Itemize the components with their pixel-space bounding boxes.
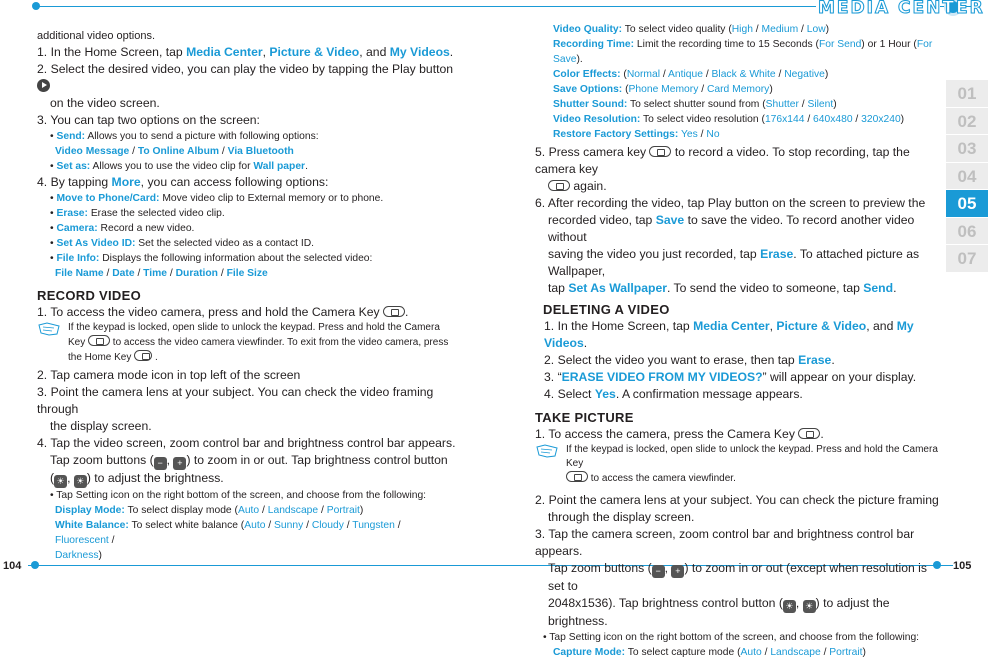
brightness-up-icon: ☀ (803, 600, 816, 613)
fileinfo-option: • File Info: Displays the following information about the selected video: (50, 253, 373, 264)
camera-key-icon (548, 180, 570, 191)
chapter-tabs (946, 80, 988, 273)
step-6-cont2: saving the video you just recorded, tap Erase. To attached picture as Wallpaper, (548, 247, 920, 278)
camera-key-icon (566, 471, 588, 482)
camera-key-icon (88, 335, 110, 346)
setas-option: • Set as: Allows you to use the video clip for Wall paper. (50, 161, 308, 172)
tab-06[interactable]: 06 (946, 218, 988, 245)
take-step-1: 1. To access the camera, press the Camera Key . (535, 427, 824, 441)
tap-setting-note-right: • Tap Setting icon on the right bottom of the screen, and choose from the following: (543, 632, 920, 643)
camera-key-icon (383, 306, 405, 317)
brightness-down-icon: ☀ (54, 475, 67, 488)
step-2: 2. Select the desired video, you can play the video by tapping the Play button (37, 61, 457, 95)
restore-factory-option: Restore Factory Settings: Yes / No (553, 129, 720, 140)
record-video-heading: RECORD VIDEO (37, 288, 142, 303)
tab-05[interactable]: 05 (946, 190, 988, 217)
white-balance-option: White Balance: To select white balance (Auto / Sunny / Cloudy / Tungsten / Fluorescent / (55, 520, 401, 546)
send-option: • Send: Allows you to send a picture with following options: (50, 131, 319, 142)
record-step-4-cont: Tap zoom buttons ( − , + ) to zoom in or out. Tap brightness control button (50, 453, 448, 468)
camera-option: • Camera: Record a new video. (50, 223, 195, 234)
brightness-down-icon: ☀ (783, 600, 796, 613)
note-icon (535, 444, 559, 458)
record-step-2: 2. Tap camera mode icon in top left of the screen (37, 368, 301, 382)
white-balance-option-cont: Darkness) (55, 550, 102, 561)
camera-key-icon (798, 428, 820, 439)
header-rule (36, 6, 816, 7)
color-effects-option: Color Effects: (Normal / Antique / Black & White / Negative) (553, 69, 829, 80)
capture-mode-option: Capture Mode: To select capture mode (Auto / Landscape / Portrait) (553, 647, 866, 658)
take-step-2: 2. Point the camera lens at your subject. You can check the picture framing (535, 493, 939, 507)
delete-step-2: 2. Select the video you want to erase, then tap Erase. (544, 353, 835, 367)
video-quality-option: Video Quality: To select video quality (High / Medium / Low) (553, 24, 830, 35)
shutter-sound-option: Shutter Sound: To select shutter sound from (Shutter / Silent) (553, 99, 837, 110)
send-suboptions: Video Message / To Online Album / Via Bluetooth (55, 146, 294, 157)
step-6: 6. After recording the video, tap Play button on the screen to preview the (535, 196, 926, 210)
tab-07[interactable]: 07 (946, 245, 988, 272)
tab-03[interactable]: 03 (946, 135, 988, 162)
step-6-cont1: recorded video, tap Save to save the video. To record another video without (548, 213, 915, 244)
zoom-in-icon: + (173, 457, 186, 470)
tap-setting-note: • Tap Setting icon on the right bottom of the screen, and choose from the following: (50, 490, 427, 501)
step-1: 1. In the Home Screen, tap Media Center, Picture & Video, and My Videos. (37, 45, 454, 59)
step-5-cont: again. (535, 178, 945, 195)
tab-02[interactable]: 02 (946, 108, 988, 135)
header-title: MEDIA CENTER (818, 0, 985, 18)
camera-key-icon (649, 146, 671, 157)
step-6-cont3: tap Set As Wallpaper. To send the video to someone, tap Send. (548, 281, 897, 295)
step-3: 3. You can tap two options on the screen: (37, 113, 260, 127)
take-step-3-cont2: 2048x1536). Tap brightness control button ( ☀ , ☀ ) to adjust the brightness. (548, 596, 890, 628)
record-step-3: 3. Point the camera lens at your subject. You can check the video framing through (37, 385, 434, 416)
page-number-left: 104 (3, 560, 22, 572)
tab-04[interactable]: 04 (946, 163, 988, 190)
step-2-cont: on the video screen. (50, 96, 160, 110)
zoom-out-icon: − (154, 457, 167, 470)
step-4: 4. By tapping More, you can access following options: (37, 175, 329, 189)
tab-01[interactable]: 01 (946, 80, 988, 107)
delete-step-3: 3. “ERASE VIDEO FROM MY VIDEOS?” will appear on your display. (544, 370, 917, 384)
left-column (37, 29, 457, 563)
record-step-1: 1. To access the video camera, press and hold the Camera Key . (37, 305, 409, 319)
save-options-option: Save Options: (Phone Memory / Card Memory) (553, 84, 773, 95)
page-number-right: 105 (953, 560, 972, 572)
intro-text: additional video options. (37, 30, 156, 42)
note-2: If the keypad is locked, open slide to unlock the keypad. Press and hold the Camera Key to access the camera viewfinder. (535, 443, 945, 486)
take-step-3: 3. Tap the camera screen, zoom control bar and brightness control bar appears. (535, 527, 915, 558)
take-picture-heading: TAKE PICTURE (535, 410, 634, 425)
fileinfo-suboptions: File Name / Date / Time / Duration / File Size (55, 268, 268, 279)
header-dot-left (32, 2, 40, 10)
right-column (535, 22, 945, 660)
record-step-4: 4. Tap the video screen, zoom control bar and brightness control bar appears. (37, 436, 456, 450)
record-step-3-cont: the display screen. (50, 419, 152, 433)
take-step-2-cont: through the display screen. (548, 510, 695, 524)
zoom-out-icon: − (652, 565, 665, 578)
zoom-in-icon: + (671, 565, 684, 578)
take-step-3-cont1: Tap zoom buttons ( − , + ) to zoom in or out (except when resolution is set to (548, 561, 927, 593)
home-key-icon (134, 350, 152, 361)
delete-step-4: 4. Select Yes. A confirmation message appears. (544, 387, 803, 401)
move-option: • Move to Phone/Card: Move video clip to External memory or to phone. (50, 193, 384, 204)
step-5: 5. Press camera key to record a video. To stop recording, tap the camera key (535, 145, 910, 176)
deleting-video-heading: DELETING A VIDEO (543, 302, 670, 317)
note-icon (37, 322, 61, 336)
record-step-4-cont2: ( ☀ , ☀ ) to adjust the brightness. (50, 471, 224, 486)
brightness-up-icon: ☀ (74, 475, 87, 488)
recording-time-option: Recording Time: Limit the recording time to 15 Seconds (For Send) or 1 Hour (For Save). (553, 39, 933, 65)
setid-option: • Set As Video ID: Set the selected video as a contact ID. (50, 238, 315, 249)
display-mode-option: Display Mode: To select display mode (Auto / Landscape / Portrait) (55, 505, 364, 516)
video-resolution-option: Video Resolution: To select video resolution (176x144 / 640x480 / 320x240) (553, 114, 905, 125)
erase-option: • Erase: Erase the selected video clip. (50, 208, 225, 219)
play-icon (37, 79, 50, 92)
note-1: If the keypad is locked, open slide to unlock the keypad. Press and hold the Camera Key to access the video camera viewfinder. To exit from the video camera, press the Home Key . (37, 321, 457, 365)
delete-step-1: 1. In the Home Screen, tap Media Center, Picture & Video, and My Videos. (544, 319, 914, 350)
